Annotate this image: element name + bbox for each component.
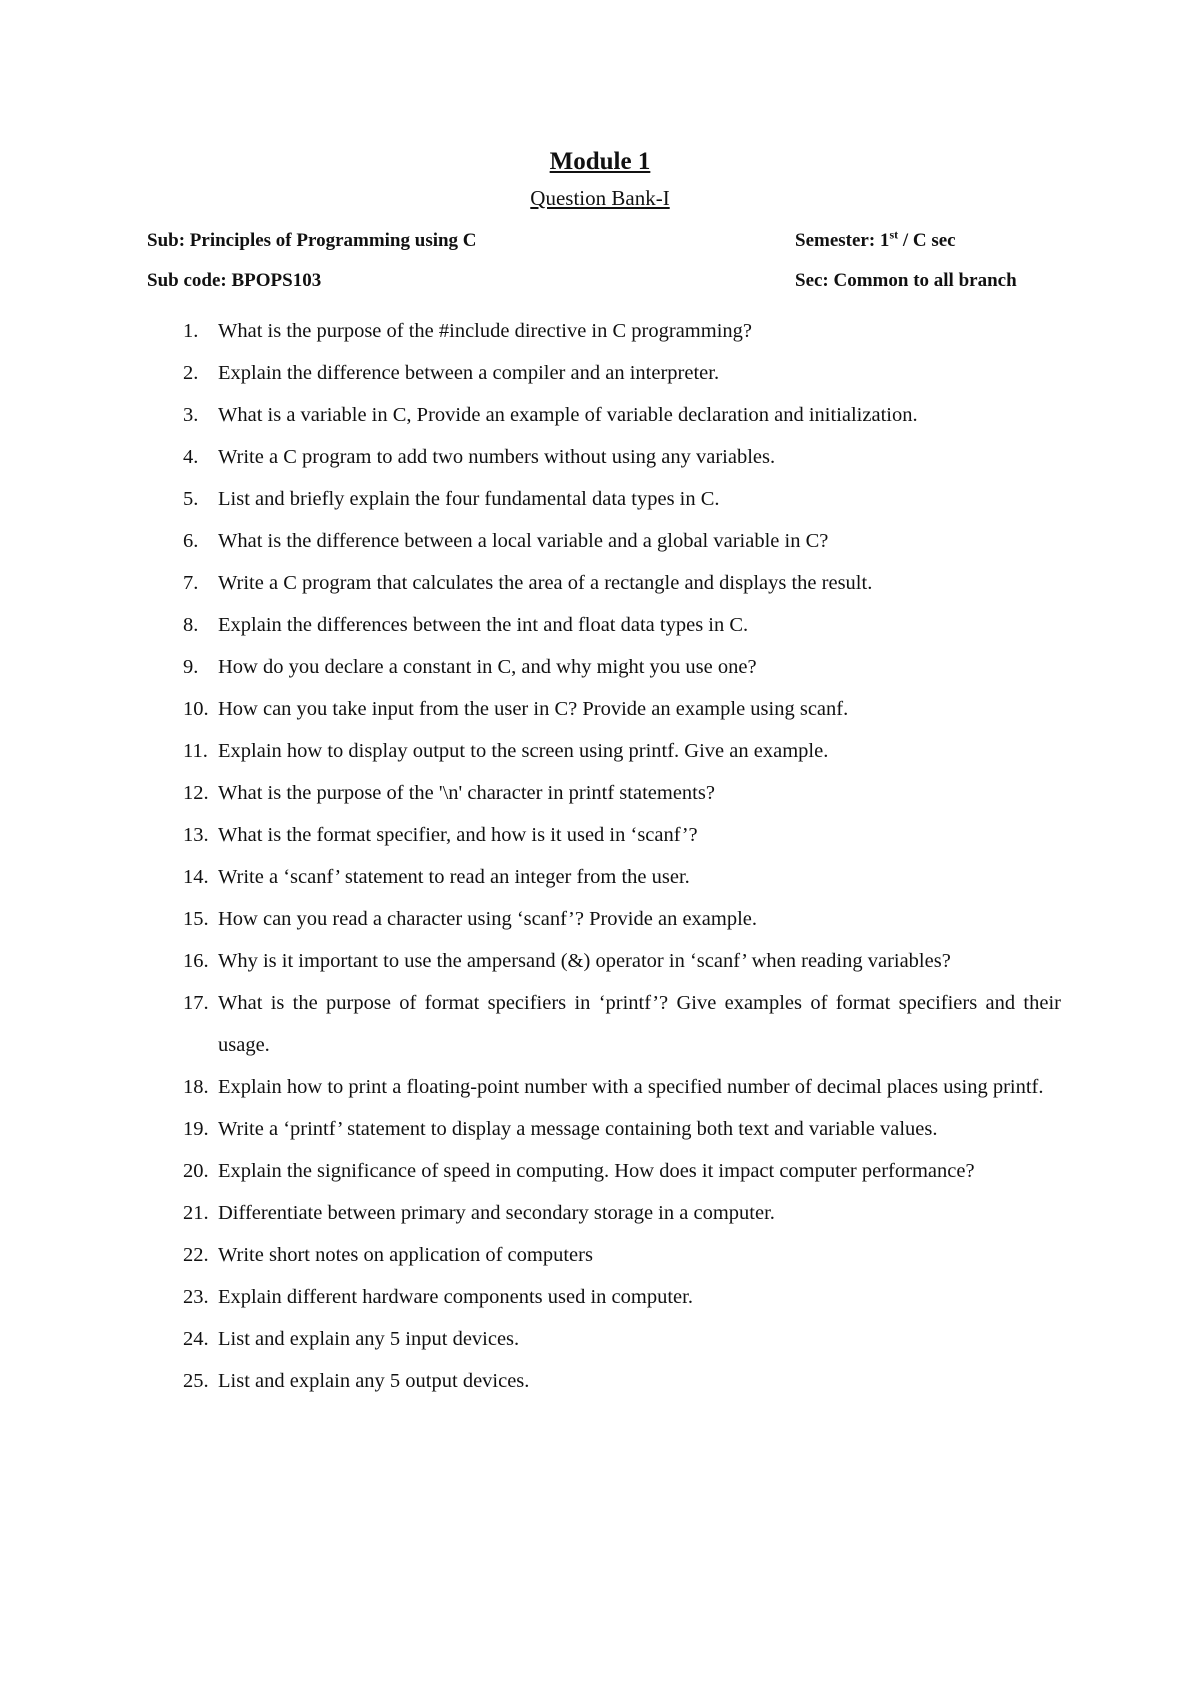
question-text: Write a C program that calculates the area of a rectangle and displays the result. bbox=[218, 572, 873, 594]
question-number: 24. bbox=[183, 1328, 209, 1350]
question-item bbox=[147, 604, 1061, 646]
question-number: 7. bbox=[183, 572, 199, 594]
question-number: 25. bbox=[183, 1370, 209, 1392]
question-number: 18. bbox=[183, 1076, 209, 1098]
question-text: What is the difference between a local variable and a global variable in C? bbox=[218, 530, 829, 552]
meta-row-code bbox=[147, 270, 1057, 292]
question-number: 21. bbox=[183, 1202, 209, 1224]
question-number: 3. bbox=[183, 404, 199, 426]
subject-label: Sub: Principles of Programming using C bbox=[147, 230, 477, 251]
question-text: Explain the differences between the int and float data types in C. bbox=[218, 614, 749, 636]
question-item bbox=[147, 352, 1061, 394]
page-title: Module 1 bbox=[549, 148, 651, 175]
question-item bbox=[147, 1276, 1061, 1318]
question-item bbox=[147, 478, 1061, 520]
question-text: What is the format specifier, and how is it used in ‘scanf’? bbox=[218, 824, 698, 846]
question-number: 1. bbox=[183, 320, 199, 342]
question-item bbox=[147, 394, 1061, 436]
question-number: 22. bbox=[183, 1244, 209, 1266]
question-item bbox=[147, 1234, 1061, 1276]
question-text: Explain the significance of speed in computing. How does it impact computer performance? bbox=[218, 1160, 975, 1182]
question-number: 12. bbox=[183, 782, 209, 804]
question-item bbox=[147, 562, 1061, 604]
question-item bbox=[147, 856, 1061, 898]
question-number: 23. bbox=[183, 1286, 209, 1308]
question-text: List and explain any 5 output devices. bbox=[218, 1370, 530, 1392]
question-number: 9. bbox=[183, 656, 199, 678]
question-item bbox=[147, 982, 1061, 1066]
page-subtitle: Question Bank-I bbox=[530, 186, 670, 210]
question-item bbox=[147, 772, 1061, 814]
question-item bbox=[147, 898, 1061, 940]
meta-row-subject bbox=[147, 227, 1057, 252]
question-number: 11. bbox=[183, 740, 208, 762]
question-text: Explain how to print a floating-point number with a specified number of decimal places using printf. bbox=[218, 1076, 1044, 1098]
question-item bbox=[147, 1360, 1061, 1402]
semester-superscript: st bbox=[889, 227, 899, 242]
question-item bbox=[147, 730, 1061, 772]
question-item bbox=[147, 520, 1061, 562]
question-number: 10. bbox=[183, 698, 209, 720]
question-text: What is the purpose of the #include directive in C programming? bbox=[218, 320, 752, 342]
sub-code-label: Sub code: BPOPS103 bbox=[147, 270, 322, 291]
question-item bbox=[147, 1318, 1061, 1360]
question-text: How do you declare a constant in C, and why might you use one? bbox=[218, 656, 757, 678]
question-number: 19. bbox=[183, 1118, 209, 1140]
question-item bbox=[147, 1108, 1061, 1150]
question-text: List and explain any 5 input devices. bbox=[218, 1328, 520, 1350]
question-text: Write a ‘scanf’ statement to read an integer from the user. bbox=[218, 866, 690, 888]
question-text: Write a C program to add two numbers without using any variables. bbox=[218, 446, 776, 468]
question-text: Write a ‘printf’ statement to display a message containing both text and variable values. bbox=[218, 1118, 938, 1140]
question-text: What is the purpose of the '\n' character in printf statements? bbox=[218, 782, 715, 804]
question-text: Differentiate between primary and secondary storage in a computer. bbox=[218, 1202, 775, 1224]
question-text: How can you take input from the user in C? Provide an example using scanf. bbox=[218, 698, 849, 720]
question-text: What is the purpose of format specifiers in ‘printf’? Give examples of format specifiers and their usage. bbox=[218, 992, 1061, 1056]
question-text: Explain different hardware components used in computer. bbox=[218, 1286, 693, 1308]
question-number: 17. bbox=[183, 992, 209, 1014]
semester-suffix: / C sec bbox=[898, 230, 956, 251]
section-label: Sec: Common to all branch bbox=[795, 270, 1017, 291]
question-text: Write short notes on application of computers bbox=[218, 1244, 593, 1266]
question-number: 13. bbox=[183, 824, 209, 846]
question-text: How can you read a character using ‘scanf’? Provide an example. bbox=[218, 908, 758, 930]
question-text: What is a variable in C, Provide an example of variable declaration and initialization. bbox=[218, 404, 918, 426]
question-item bbox=[147, 310, 1061, 352]
question-number: 16. bbox=[183, 950, 209, 972]
question-list bbox=[147, 310, 1061, 1402]
question-number: 5. bbox=[183, 488, 199, 510]
semester-label bbox=[795, 227, 956, 252]
question-item bbox=[147, 1150, 1061, 1192]
question-item bbox=[147, 436, 1061, 478]
question-number: 2. bbox=[183, 362, 199, 384]
question-number: 8. bbox=[183, 614, 199, 636]
question-item bbox=[147, 940, 1061, 982]
question-number: 4. bbox=[183, 446, 199, 468]
question-text: Explain how to display output to the screen using printf. Give an example. bbox=[218, 740, 829, 762]
question-item bbox=[147, 688, 1061, 730]
question-text: List and briefly explain the four fundamental data types in C. bbox=[218, 488, 720, 510]
question-number: 20. bbox=[183, 1160, 209, 1182]
semester-prefix: Semester: 1 bbox=[795, 230, 890, 251]
question-item bbox=[147, 814, 1061, 856]
question-item bbox=[147, 1192, 1061, 1234]
question-text: Why is it important to use the ampersand (&) operator in ‘scanf’ when reading variables? bbox=[218, 950, 951, 972]
question-number: 14. bbox=[183, 866, 209, 888]
question-item bbox=[147, 646, 1061, 688]
question-item bbox=[147, 1066, 1061, 1108]
question-number: 6. bbox=[183, 530, 199, 552]
question-number: 15. bbox=[183, 908, 209, 930]
question-text: Explain the difference between a compiler and an interpreter. bbox=[218, 362, 720, 384]
